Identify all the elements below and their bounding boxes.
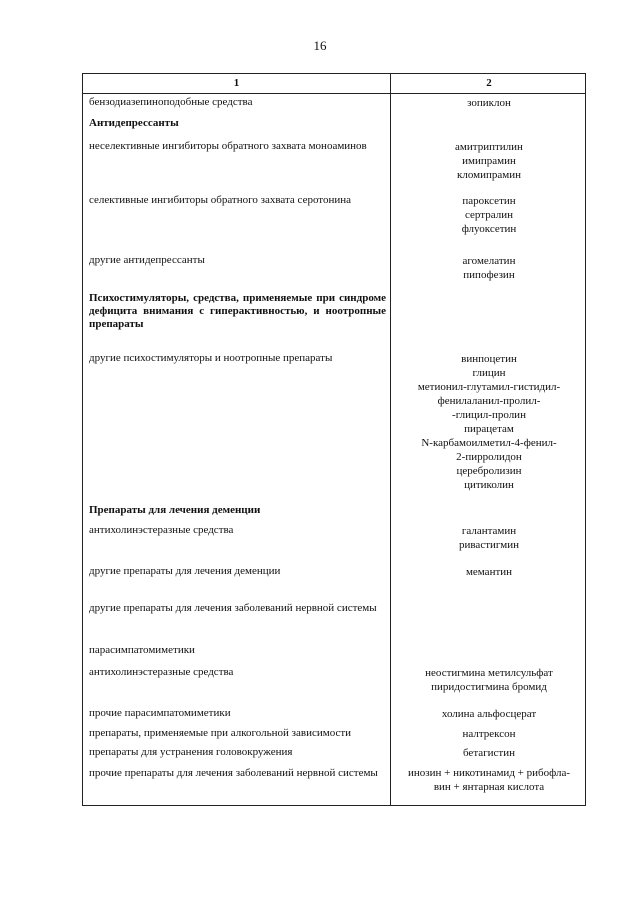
row-category: Психостимуляторы, средства, применяемые при синдроме дефицита внимания с гиперактивностью, и ноотропные препараты [89, 292, 386, 330]
row-category: другие препараты для лечения заболеваний нервной системы [89, 602, 377, 614]
row-category: парасимпатомиметики [89, 644, 195, 656]
row-category: прочие парасимпатомиметики [89, 707, 231, 719]
drug-name: церебролизин [456, 465, 522, 477]
drug-name: 2-пирролидон [456, 451, 522, 463]
drug-name: вин + янтарная кислота [433, 781, 545, 793]
drug-name: зопиклон [467, 97, 511, 109]
drug-name: N-карбамоилметил-4-фенил- [421, 437, 557, 449]
row-drugs [394, 140, 584, 182]
row-drugs [394, 194, 584, 236]
drug-name: галантамин [461, 525, 517, 537]
page-number: 16 [313, 38, 327, 53]
drug-name: сертралин [465, 209, 513, 221]
drug-name: цитиколин [464, 479, 514, 491]
row-drugs [394, 96, 584, 110]
row-category: препараты, применяемые при алкогольной зависимости [89, 727, 352, 739]
drug-name: фенилаланил-пролил- [437, 395, 541, 407]
drug-name: бетагистин [462, 747, 516, 759]
column-header-2: 2 [486, 77, 492, 89]
drug-name: имипрамин [462, 155, 516, 167]
row-category: антихолинэстеразные средства [89, 666, 234, 678]
row-category: другие препараты для лечения деменции [89, 565, 281, 577]
drug-name: -глицил-пролин [452, 409, 526, 421]
row-category: Антидепрессанты [89, 117, 179, 129]
drug-name: пирацетам [464, 423, 514, 435]
row-category: препараты для устранения головокружения [89, 746, 293, 758]
drug-table [82, 73, 586, 806]
drug-name: метионил-глутамил-гистидил- [417, 381, 561, 393]
row-drugs [394, 746, 584, 760]
row-drugs [394, 352, 584, 492]
row-category: бензодиазепиноподобные средства [89, 96, 253, 108]
row-category: другие психостимуляторы и ноотропные препараты [89, 352, 333, 364]
drug-name: налтрексон [462, 728, 516, 740]
row-category: Препараты для лечения деменции [89, 504, 261, 516]
row-drugs [394, 565, 584, 579]
row-category: прочие препараты для лечения заболеваний нервной системы [89, 767, 378, 779]
row-drugs [394, 707, 584, 721]
drug-name: флуоксетин [461, 223, 517, 235]
row-drugs [394, 727, 584, 741]
row-drugs [394, 666, 584, 694]
drug-name: амитриптилин [455, 141, 523, 153]
drug-name: неостигмина метилсульфат [425, 667, 553, 679]
drug-name: пароксетин [462, 195, 516, 207]
drug-name: инозин + никотинамид + рибофла- [408, 767, 570, 779]
drug-name: пипофезин [463, 269, 515, 281]
drug-name: холина альфосцерат [441, 708, 537, 720]
row-category: другие антидепрессанты [89, 254, 205, 266]
drug-name: пиридостигмина бромид [431, 681, 547, 693]
row-drugs [394, 524, 584, 552]
drug-name: агомелатин [462, 255, 516, 267]
drug-name: глицин [472, 367, 506, 379]
drug-name: кломипрамин [457, 169, 521, 181]
table-header [83, 74, 585, 94]
row-drugs [394, 254, 584, 282]
column-header-1: 1 [233, 77, 240, 89]
column-divider [390, 74, 391, 805]
row-drugs [394, 766, 584, 794]
row-category: антихолинэстеразные средства [89, 524, 234, 536]
drug-name: винпоцетин [461, 353, 517, 365]
drug-name: мемантин [465, 566, 513, 578]
row-category: селективные ингибиторы обратного захвата серотонина [89, 194, 352, 206]
row-category: неселективные ингибиторы обратного захвата моноаминов [89, 140, 367, 152]
drug-name: ривастигмин [459, 539, 519, 551]
